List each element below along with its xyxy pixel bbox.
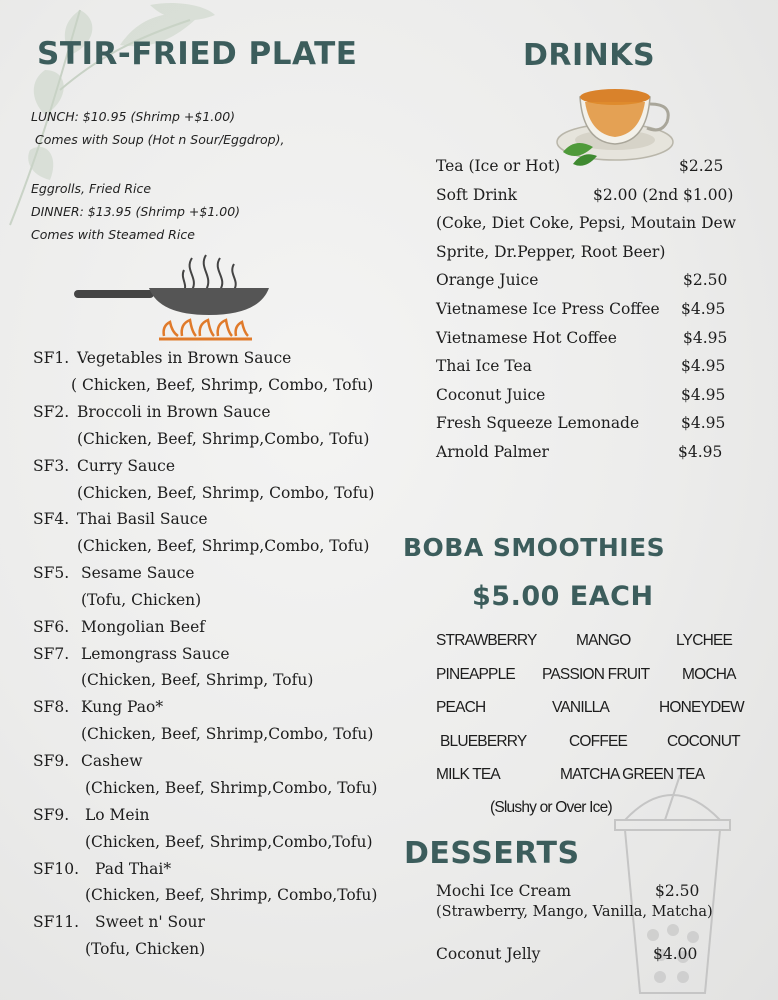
drink-name: Coconut Juice bbox=[436, 386, 546, 404]
desserts-list bbox=[436, 878, 766, 978]
item-code: SF7. bbox=[33, 645, 70, 663]
item-options: (Tofu, Chicken) bbox=[85, 940, 206, 958]
drink-name: Vietnamese Hot Coffee bbox=[436, 329, 617, 347]
boba-flavors bbox=[436, 632, 766, 832]
item-name: Cashew bbox=[81, 752, 143, 770]
flavor: HONEYDEW bbox=[659, 699, 744, 716]
flavor: COCONUT bbox=[667, 733, 740, 750]
item-code: SF4. bbox=[33, 510, 70, 528]
boba-price: $5.00 EACH bbox=[472, 581, 654, 612]
item-name: Sesame Sauce bbox=[81, 564, 195, 582]
item-code: SF5. bbox=[33, 564, 70, 582]
flavor: MILK TEA bbox=[436, 766, 500, 783]
item-code: SF1. bbox=[33, 349, 70, 367]
boba-note: (Slushy or Over Ice) bbox=[490, 799, 612, 816]
item-name: Vegetables in Brown Sauce bbox=[77, 349, 292, 367]
item-options: (Chicken, Beef, Shrimp, Combo,Tofu) bbox=[85, 886, 378, 904]
dessert-name: Coconut Jelly bbox=[436, 945, 541, 963]
wok-icon bbox=[74, 250, 274, 345]
flavor: PINEAPPLE bbox=[436, 666, 515, 683]
drink-price: $4.95 bbox=[681, 357, 726, 375]
item-name: Sweet n' Sour bbox=[95, 913, 205, 931]
flavor: LYCHEE bbox=[676, 632, 733, 649]
flavor: MOCHA bbox=[682, 666, 736, 683]
flavor: MANGO bbox=[576, 632, 631, 649]
drink-price: $4.95 bbox=[683, 329, 728, 347]
flavor: PEACH bbox=[436, 699, 486, 716]
item-options: (Chicken, Beef, Shrimp,Combo, Tofu) bbox=[77, 537, 370, 555]
drink-price: $4.95 bbox=[681, 300, 726, 318]
item-code: SF2. bbox=[33, 403, 70, 421]
item-options: (Chicken, Beef, Shrimp, Combo, Tofu) bbox=[77, 484, 375, 502]
drink-price: $4.95 bbox=[681, 386, 726, 404]
flavor: COFFEE bbox=[569, 733, 628, 750]
lunch-line: Comes with Soup (Hot n Sour/Eggdrop), bbox=[31, 132, 285, 147]
item-code: SF9. bbox=[33, 806, 70, 824]
dessert-name: Mochi Ice Cream bbox=[436, 882, 572, 900]
item-options: ( Chicken, Beef, Shrimp, Combo, Tofu) bbox=[71, 376, 374, 394]
item-name: Lo Mein bbox=[85, 806, 150, 824]
dinner-line: Comes with Steamed Rice bbox=[31, 227, 195, 242]
drink-name: Sprite, Dr.Pepper, Root Beer) bbox=[436, 243, 666, 261]
dessert-price: $4.00 bbox=[653, 945, 698, 963]
dinner-line: Eggrolls, Fried Rice bbox=[31, 181, 152, 196]
desserts-title: DESSERTS bbox=[404, 836, 580, 871]
item-options: (Chicken, Beef, Shrimp,Combo, Tofu) bbox=[85, 779, 378, 797]
boba-title: BOBA SMOOTHIES bbox=[403, 533, 666, 562]
item-code: SF6. bbox=[33, 618, 70, 636]
dinner-line: DINNER: $13.95 (Shrimp +$1.00) bbox=[31, 204, 241, 219]
flavor: BLUEBERRY bbox=[440, 733, 527, 750]
item-name: Curry Sauce bbox=[77, 457, 176, 475]
item-options: (Chicken, Beef, Shrimp, Tofu) bbox=[81, 671, 314, 689]
lunch-line: LUNCH: $10.95 (Shrimp +$1.00) bbox=[31, 109, 236, 124]
flavor: PASSION FRUIT bbox=[542, 666, 650, 683]
drink-name: Thai Ice Tea bbox=[436, 357, 532, 375]
item-options: (Chicken, Beef, Shrimp,Combo, Tofu) bbox=[81, 725, 374, 743]
item-options: (Tofu, Chicken) bbox=[81, 591, 202, 609]
item-name: Kung Pao* bbox=[81, 698, 164, 716]
drink-price: $4.95 bbox=[681, 414, 726, 432]
lunch-info bbox=[31, 105, 284, 151]
item-options: (Chicken, Beef, Shrimp,Combo,Tofu) bbox=[85, 833, 373, 851]
drink-price: $2.50 bbox=[683, 271, 728, 289]
dessert-price: $2.50 bbox=[655, 882, 700, 900]
flavor: VANILLA bbox=[552, 699, 610, 716]
item-code: SF3. bbox=[33, 457, 70, 475]
dessert-note: (Strawberry, Mango, Vanilla, Matcha) bbox=[436, 904, 713, 920]
drink-name: Soft Drink bbox=[436, 186, 518, 204]
drink-price: $2.25 bbox=[679, 157, 724, 175]
item-name: Broccoli in Brown Sauce bbox=[77, 403, 271, 421]
item-name: Pad Thai* bbox=[95, 860, 172, 878]
drink-name: Vietnamese Ice Press Coffee bbox=[436, 300, 660, 318]
dinner-info bbox=[31, 177, 240, 246]
drink-price: $4.95 bbox=[678, 443, 723, 461]
flavor: STRAWBERRY bbox=[436, 632, 537, 649]
drink-name: Tea (Ice or Hot) bbox=[436, 157, 561, 175]
item-code: SF11. bbox=[33, 913, 80, 931]
stir-fried-title: STIR-FRIED PLATE bbox=[37, 36, 358, 72]
flavor: MATCHA GREEN TEA bbox=[560, 766, 705, 783]
item-name: Lemongrass Sauce bbox=[81, 645, 230, 663]
list-item bbox=[33, 345, 69, 371]
drink-name: Orange Juice bbox=[436, 271, 539, 289]
item-name: Thai Basil Sauce bbox=[77, 510, 208, 528]
item-options: (Chicken, Beef, Shrimp,Combo, Tofu) bbox=[77, 430, 370, 448]
item-code: SF10. bbox=[33, 860, 80, 878]
tea-cup-icon bbox=[555, 82, 680, 172]
drinks-title: DRINKS bbox=[523, 38, 656, 73]
item-code: SF8. bbox=[33, 698, 70, 716]
drink-name: Fresh Squeeze Lemonade bbox=[436, 414, 640, 432]
item-name: Mongolian Beef bbox=[81, 618, 205, 636]
drink-name: Arnold Palmer bbox=[436, 443, 549, 461]
drink-name: (Coke, Diet Coke, Pepsi, Moutain Dew bbox=[436, 214, 736, 232]
drink-price: $2.00 (2nd $1.00) bbox=[593, 186, 734, 204]
item-code: SF9. bbox=[33, 752, 70, 770]
